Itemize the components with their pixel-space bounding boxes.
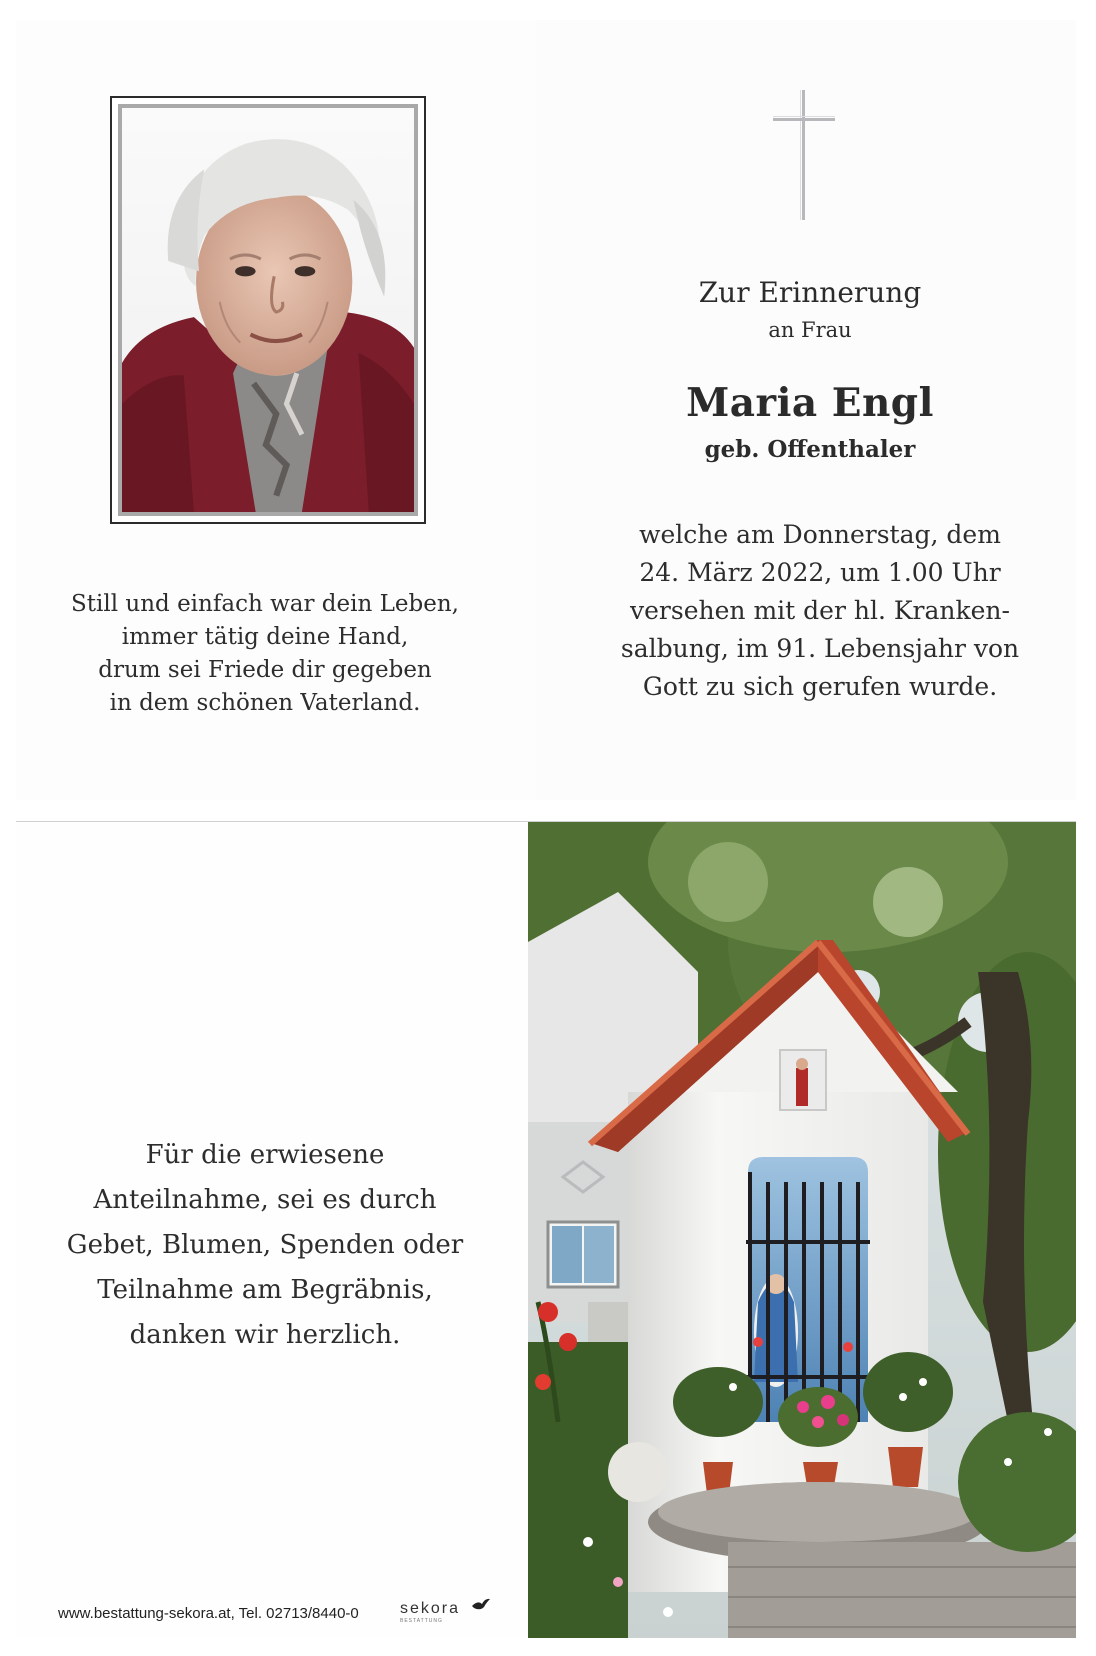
poem-line: drum sei Friede dir gegeben (98, 657, 432, 683)
logo-text: sekora (400, 1600, 461, 1617)
death-notice (600, 516, 1040, 706)
death-notice-line: salbung, im 91. Lebensjahr von (620, 634, 1020, 663)
thanks-line: Für die erwiesene (145, 1140, 385, 1170)
remembrance-subtitle: an Frau (768, 318, 852, 342)
sekora-logo (400, 1598, 480, 1632)
portrait-photo (118, 104, 418, 516)
maiden-name: geb. Offenthaler (704, 436, 916, 463)
cross-icon (773, 90, 835, 220)
portrait-frame (110, 96, 426, 524)
death-notice-line: 24. März 2022, um 1.00 Uhr (639, 558, 1001, 587)
thanks-line: Anteilnahme, sei es durch (93, 1185, 437, 1215)
thanks-line: Gebet, Blumen, Spenden oder (66, 1230, 464, 1260)
remembrance-title: Zur Erinnerung (698, 276, 922, 309)
poem-line: Still und einfach war dein Leben, (71, 591, 459, 617)
death-notice-line: Gott zu sich gerufen wurde. (642, 672, 998, 701)
logo-subtitle: BESTATTUNG (400, 1618, 443, 1624)
thanks-line: danken wir herzlich. (129, 1320, 401, 1350)
chapel-photo (528, 822, 1076, 1638)
footer-contact: www.bestattung-sekora.at, Tel. 02713/8440-0 (58, 1605, 359, 1622)
deceased-name: Maria Engl (686, 380, 934, 426)
death-notice-line: welche am Donnerstag, dem (639, 520, 1001, 549)
thanks-text (40, 1133, 490, 1358)
death-notice-line: versehen mit der hl. Kranken- (630, 596, 1010, 625)
chapel-illustration (528, 822, 1076, 1638)
thanks-line: Teilnahme am Begräbnis, (97, 1275, 433, 1305)
portrait-illustration (122, 108, 414, 512)
poem-line: immer tätig deine Hand, (121, 624, 409, 650)
bird-icon (472, 1598, 490, 1612)
poem (40, 588, 490, 720)
poem-line: in dem schönen Vaterland. (109, 690, 421, 716)
